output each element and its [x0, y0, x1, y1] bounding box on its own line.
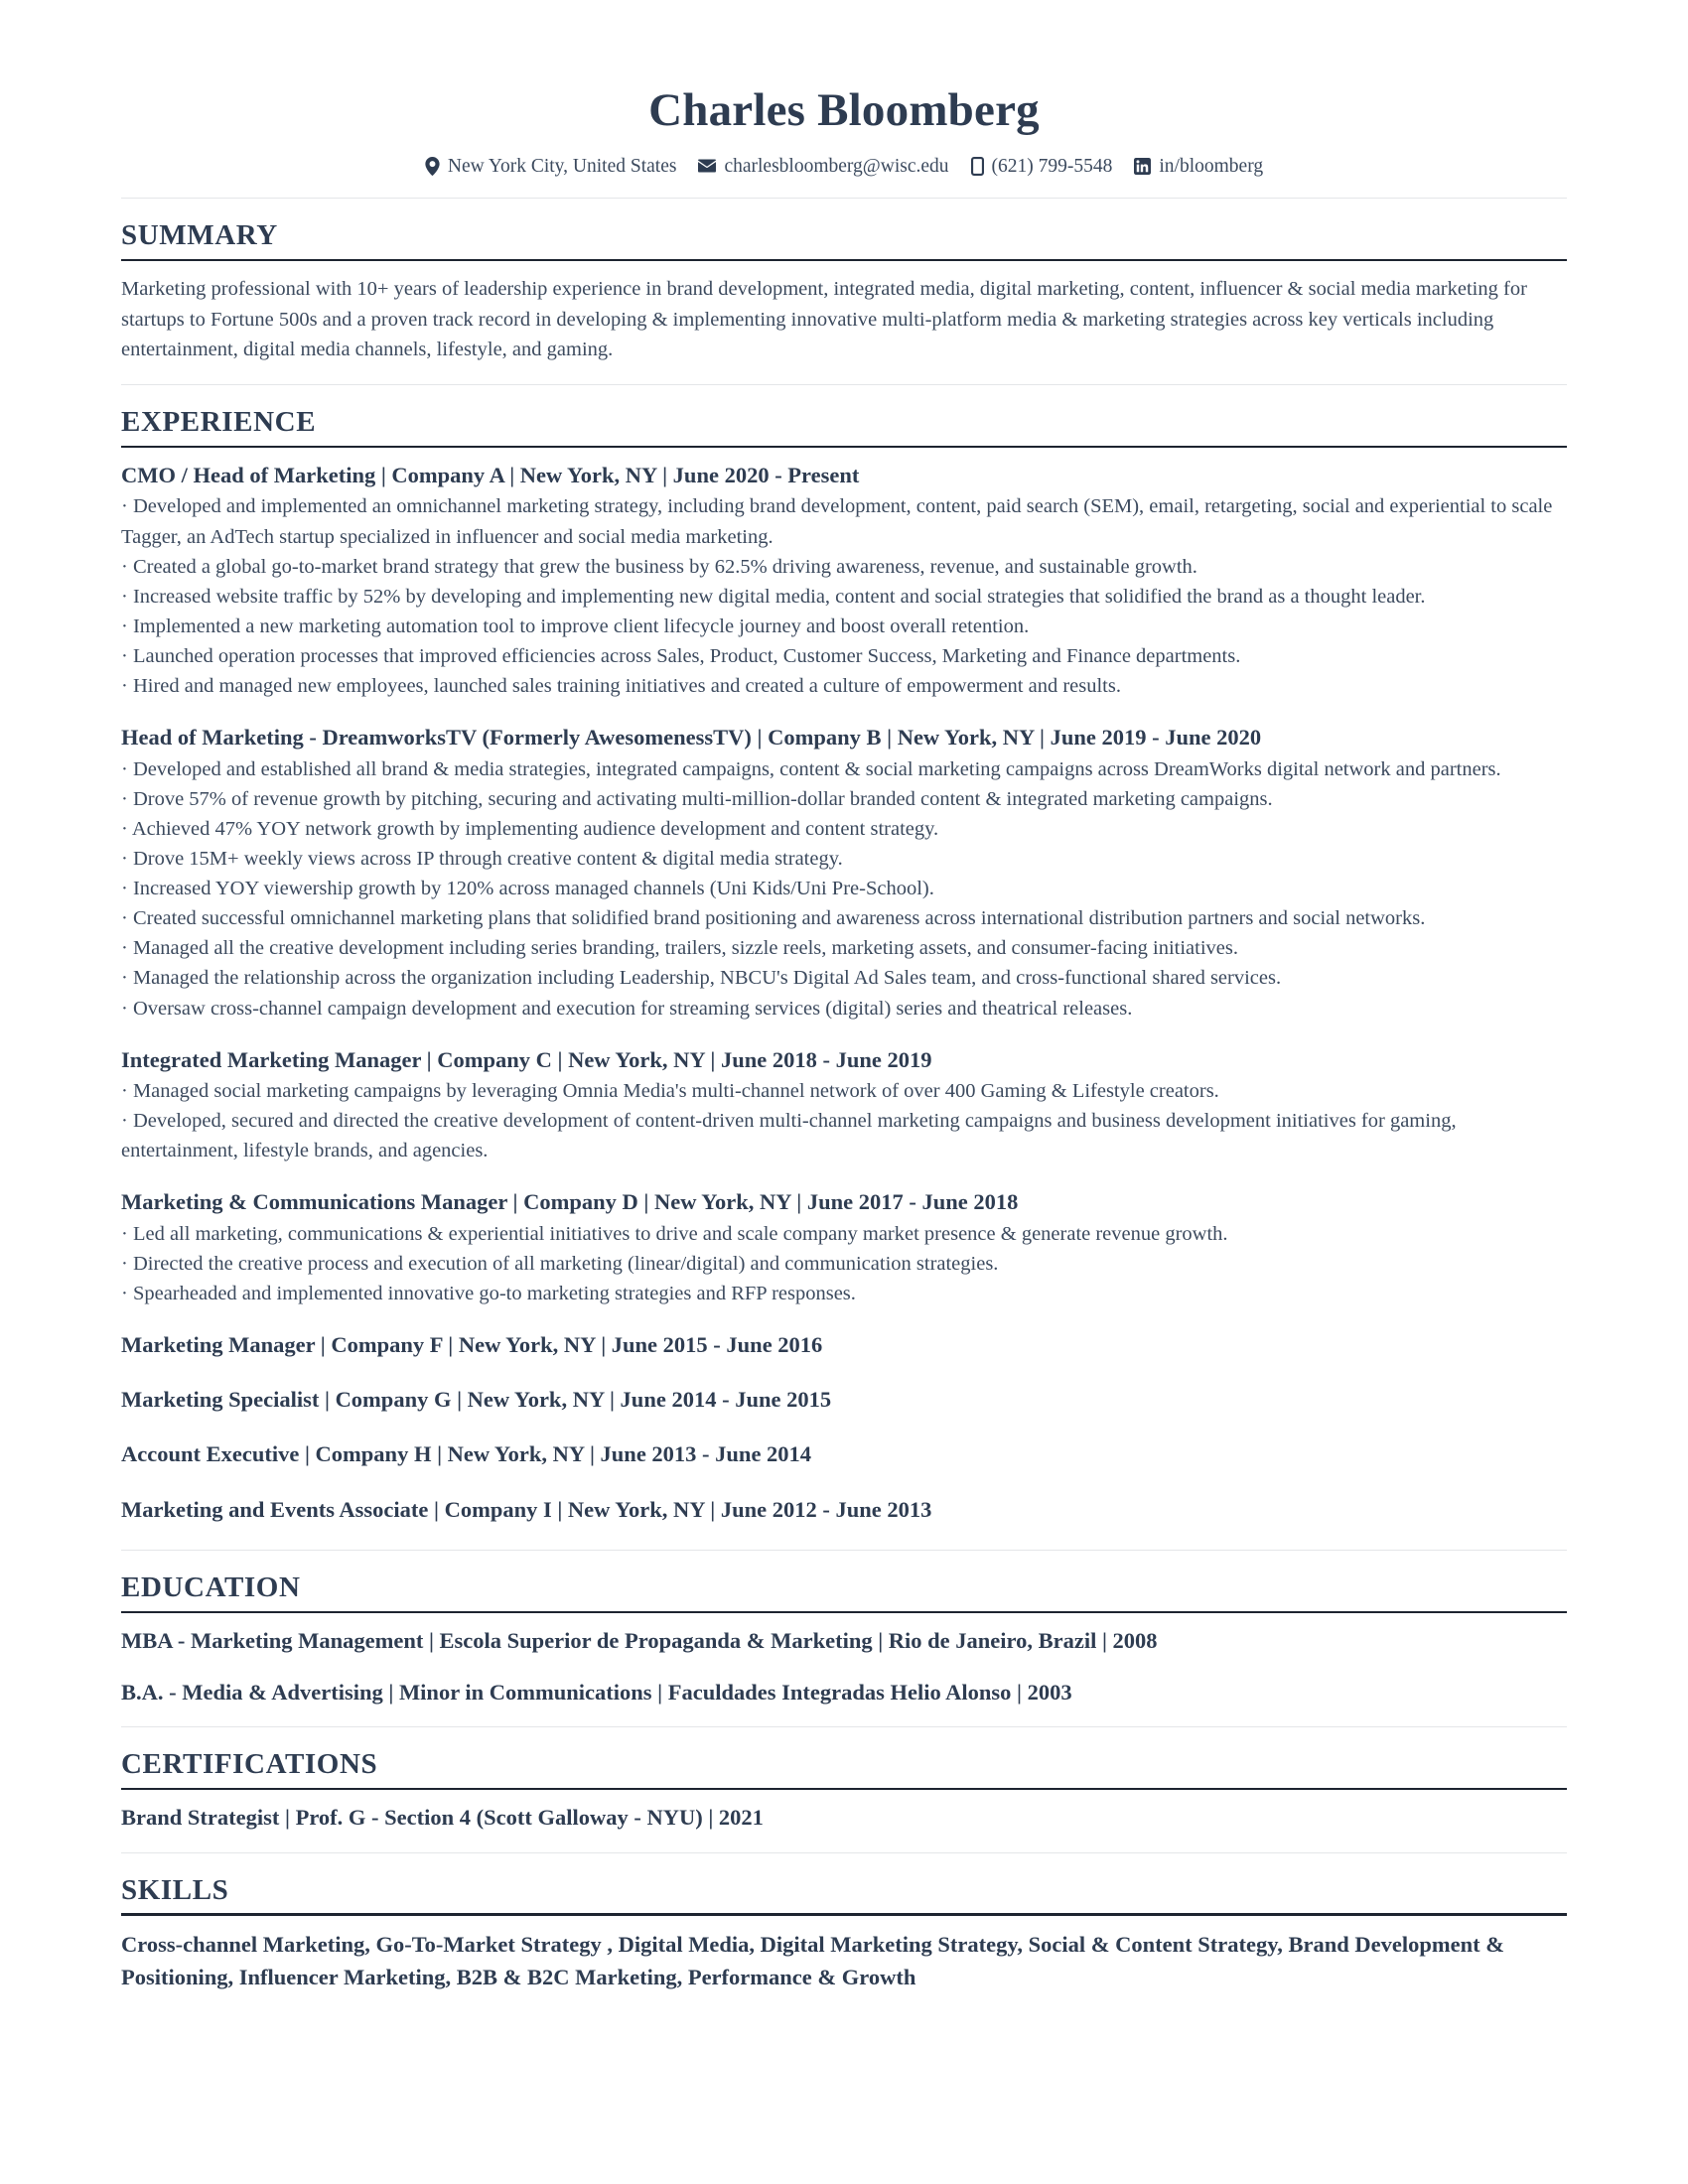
experience-entry	[121, 461, 1567, 701]
section-divider	[121, 384, 1567, 385]
experience-bullet: · Spearheaded and implemented innovative go-to marketing strategies and RFP responses.	[121, 1282, 856, 1304]
experience-bullet: · Developed and implemented an omnichannel marketing strategy, including brand development, content, paid search (SEM), email, retargeting, social and experiential to scale Tagger, an AdTech startup specialized in influencer and social media marketing.	[121, 495, 1553, 548]
phone-icon	[971, 157, 984, 176]
section-rule	[121, 1913, 1567, 1916]
experience-bullet: · Implemented a new marketing automation tool to improve client lifecycle journey and boost overall retention.	[121, 614, 1030, 637]
experience-entry-title: Marketing & Communications Manager | Company D | New York, NY | June 2017 - June 2018	[121, 1189, 1019, 1215]
contact-text: charlesbloomberg@wisc.edu	[724, 155, 949, 177]
page-title: Charles Bloomberg	[648, 84, 1040, 136]
experience-bullet: · Managed the relationship across the organization including Leadership, NBCU's Digital Ad Sales team, and cross-functional shared services.	[121, 967, 1282, 990]
contact-item-phone[interactable]	[971, 155, 1113, 178]
experience-bullet: · Drove 15M+ weekly views across IP through creative content & digital media strategy.	[121, 847, 843, 870]
summary-text: Marketing professional with 10+ years of leadership experience in brand development, integrated media, digital marketing, content, influencer & social media marketing for startups to Fortune 500s and a proven track record in developing & implementing innovative multi-platform media & marketing strategies across key verticals including entertainment, digital media channels, lifestyle, and gaming.	[121, 278, 1527, 360]
experience-bullet: · Developed, secured and directed the creative development of content-driven multi-channel marketing campaigns and business development initiatives for gaming, entertainment, lifestyle brands, and agencies.	[121, 1110, 1457, 1162]
experience-entry	[121, 1495, 1567, 1524]
experience-entries	[121, 461, 1567, 1524]
experience-bullet: · Created successful omnichannel marketing plans that solidified brand positioning and awareness across international distribution partners and social networks.	[121, 907, 1426, 930]
experience-bullet: · Drove 57% of revenue growth by pitching, securing and activating multi-million-dollar branded content & integrated marketing campaigns.	[121, 787, 1273, 810]
experience-bullet: · Led all marketing, communications & experiential initiatives to drive and scale company market presence & generate revenue growth.	[121, 1222, 1228, 1245]
certification-entry: Brand Strategist | Prof. G - Section 4 (Scott Galloway - NYU) | 2021	[121, 1805, 764, 1831]
section-rule	[121, 259, 1567, 262]
experience-entry	[121, 1045, 1567, 1166]
experience-entry-title: CMO / Head of Marketing | Company A | New York, NY | June 2020 - Present	[121, 463, 860, 488]
certification-entries	[121, 1803, 1567, 1832]
experience-bullet: · Increased website traffic by 52% by developing and implementing new digital media, content and social strategies that solidified the brand as a thought leader.	[121, 585, 1426, 608]
experience-bullet-list	[121, 491, 1567, 701]
skills-text: Cross-channel Marketing, Go-To-Market Strategy , Digital Media, Digital Marketing Strategy, Social & Content Strategy, Brand Development & Positioning, Influencer Marketing, B2B & B2C Marketing, Performance & Growth	[121, 1931, 1504, 1989]
contact-item-envelope[interactable]	[698, 155, 948, 178]
section-education	[121, 1550, 1567, 1706]
contact-item-location-pin[interactable]	[425, 155, 677, 178]
experience-bullet: · Directed the creative process and execution of all marketing (linear/digital) and communication strategies.	[121, 1252, 999, 1275]
section-divider	[121, 1726, 1567, 1727]
experience-bullet: · Hired and managed new employees, launched sales training initiatives and created a culture of empowerment and results.	[121, 675, 1121, 698]
experience-bullet: · Oversaw cross-channel campaign development and execution for streaming services (digital) series and theatrical releases.	[121, 997, 1133, 1020]
experience-entry-title: Marketing and Events Associate | Company I | New York, NY | June 2012 - June 2013	[121, 1496, 932, 1522]
section-title-experience: EXPERIENCE	[121, 405, 317, 438]
section-experience	[121, 384, 1567, 1524]
experience-bullet: · Increased YOY viewership growth by 120% across managed channels (Uni Kids/Uni Pre-School).	[121, 878, 934, 900]
experience-bullet: · Managed all the creative development including series branding, trailers, sizzle reels, marketing assets, and consumer-facing initiatives.	[121, 937, 1238, 960]
experience-bullet-list	[121, 1219, 1567, 1308]
experience-entry	[121, 1330, 1567, 1359]
education-entries	[121, 1626, 1567, 1706]
section-title-education: EDUCATION	[121, 1570, 301, 1603]
section-title-certifications: CERTIFICATIONS	[121, 1747, 378, 1780]
contact-row	[121, 155, 1567, 178]
linkedin-icon	[1134, 158, 1151, 175]
experience-bullet: · Achieved 47% YOY network growth by implementing audience development and content strategy.	[121, 817, 939, 840]
section-divider	[121, 1550, 1567, 1551]
contact-text: New York City, United States	[447, 155, 677, 177]
experience-entry	[121, 1439, 1567, 1468]
experience-entry-title: Head of Marketing - DreamworksTV (Formerly AwesomenessTV) | Company B | New York, NY | June 2019 - June 2020	[121, 725, 1262, 751]
location-pin-icon	[425, 157, 440, 176]
education-entry: B.A. - Media & Advertising | Minor in Communications | Faculdades Integradas Helio Alonso | 2003	[121, 1679, 1072, 1705]
section-summary	[121, 198, 1567, 364]
section-divider	[121, 1852, 1567, 1853]
contact-text: in/bloomberg	[1159, 155, 1264, 177]
section-skills	[121, 1852, 1567, 1994]
experience-bullet-list	[121, 1076, 1567, 1165]
contact-text: (621) 799-5548	[991, 155, 1113, 177]
envelope-icon	[698, 159, 716, 173]
section-rule	[121, 1788, 1567, 1791]
section-title-summary: SUMMARY	[121, 219, 278, 252]
resume-header	[121, 85, 1567, 178]
contact-item-linkedin[interactable]	[1134, 155, 1263, 178]
section-certifications	[121, 1726, 1567, 1833]
experience-entry-title: Account Executive | Company H | New York, NY | June 2013 - June 2014	[121, 1441, 812, 1467]
section-title-skills: SKILLS	[121, 1873, 229, 1906]
section-divider	[121, 198, 1567, 199]
experience-entry-title: Marketing Specialist | Company G | New York, NY | June 2014 - June 2015	[121, 1387, 832, 1413]
section-rule	[121, 446, 1567, 449]
experience-bullet: · Developed and established all brand & media strategies, integrated campaigns, content & social marketing campaigns across DreamWorks digital network and partners.	[121, 757, 1501, 780]
experience-entry-title: Integrated Marketing Manager | Company C | New York, NY | June 2018 - June 2019	[121, 1046, 932, 1072]
experience-bullet: · Launched operation processes that improved efficiencies across Sales, Product, Customer Success, Marketing and Finance departments.	[121, 645, 1241, 668]
experience-bullet: · Created a global go-to-market brand strategy that grew the business by 62.5% driving awareness, revenue, and sustainable growth.	[121, 555, 1197, 578]
section-rule	[121, 1611, 1567, 1614]
experience-entry-title: Marketing Manager | Company F | New York, NY | June 2015 - June 2016	[121, 1331, 823, 1357]
experience-entry	[121, 723, 1567, 1023]
experience-entry	[121, 1187, 1567, 1308]
experience-bullet-list	[121, 754, 1567, 1024]
education-entry: MBA - Marketing Management | Escola Superior de Propaganda & Marketing | Rio de Janeiro, Brazil | 2008	[121, 1628, 1158, 1654]
experience-bullet: · Managed social marketing campaigns by leveraging Omnia Media's multi-channel network of over 400 Gaming & Lifestyle creators.	[121, 1079, 1219, 1102]
experience-entry	[121, 1385, 1567, 1414]
